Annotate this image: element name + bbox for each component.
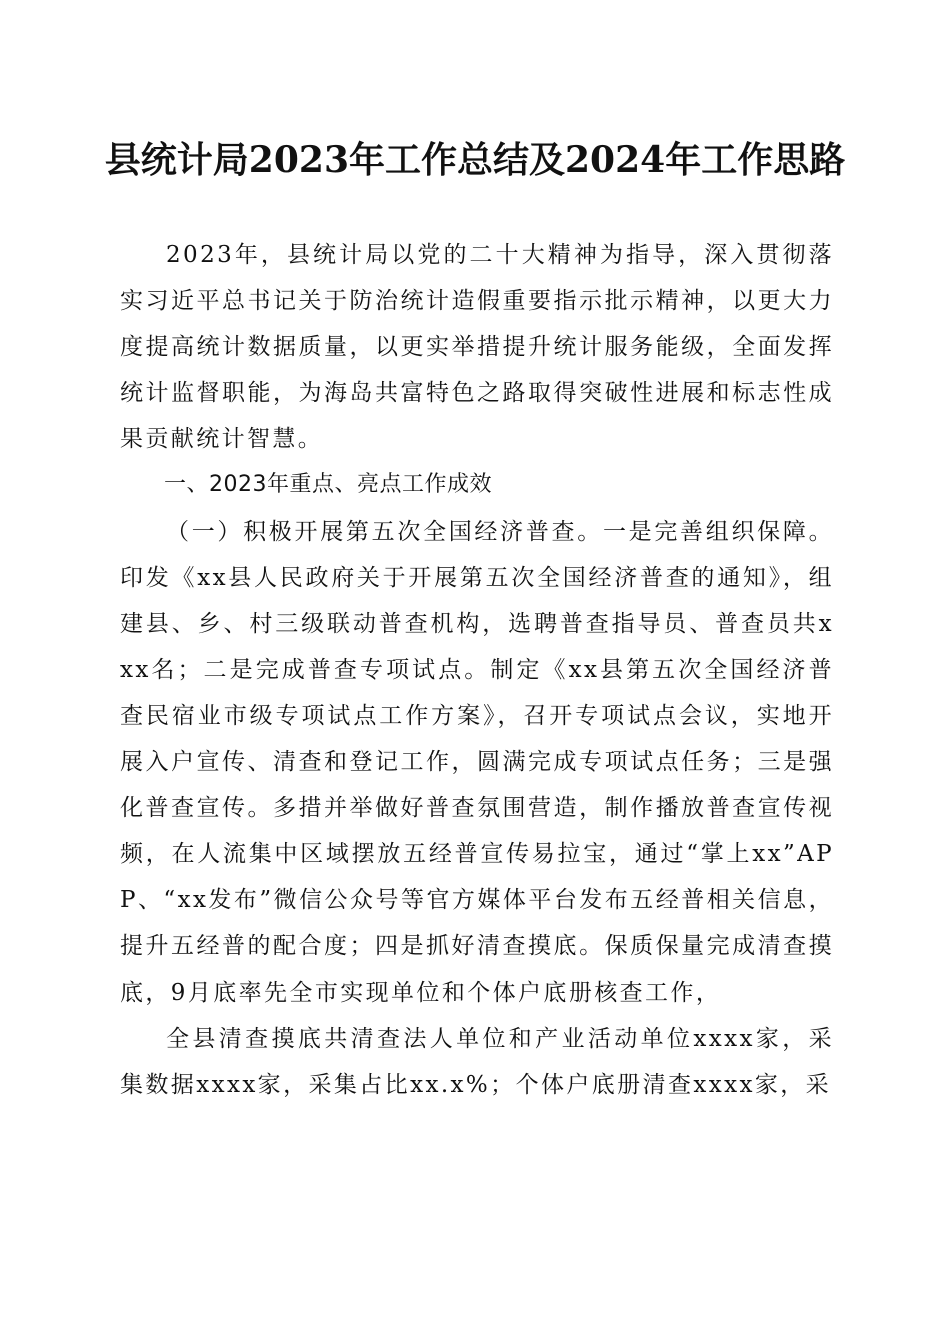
census-stats-paragraph: 全县清查摸底共清查法人单位和产业活动单位xxxx家，采集数据xxxx家，采集占比xx.x%；个体户底册清查xxxx家，采: [120, 1025, 834, 1098]
section-heading-1: 一、2023年重点、亮点工作成效: [164, 472, 492, 498]
document-title: 县统计局2023年工作总结及2024年工作思路: [104, 139, 846, 181]
intro-paragraph: 2023年，县统计局以党的二十大精神为指导，深入贯彻落实习近平总书记关于防治统计造假重要指示批示精神，以更大力度提高统计数据质量，以更实举措提升统计服务能级，全面发挥统计监督职能，为海岛共富特色之路取得突破性进展和标志性成果贡献统计智慧。: [120, 242, 834, 453]
subsection-paragraph-1: [120, 509, 834, 1016]
subsection-heading-1: （一）积极开展第五次全国经济普查。: [166, 518, 603, 545]
subsection-body-1: 一是完善组织保障。印发《xx县人民政府关于开展第五次全国经济普查的通知》，组建县、乡、村三级联动普查机构，选聘普查指导员、普查员共xxx名；二是完成普查专项试点。制定《xx县第五次全国经济普查民宿业市级专项试点工作方案》，召开专项试点会议，实地开展入户宣传、清查和登记工作，圆满完成专项试点任务；三是强化普查宣传。多措并举做好普查氛围营造，制作播放普查宣传视频，在人流集中区域摆放五经普宣传易拉宝，通过“掌上xx”APP、“xx发布”微信公众号等官方媒体平台发布五经普相关信息，提升五经普的配合度；四是抓好清查摸底。保质保量完成清查摸底，9月底率先全市实现单位和个体户底册核查工作，: [120, 518, 834, 1006]
document-body: [120, 232, 834, 1108]
